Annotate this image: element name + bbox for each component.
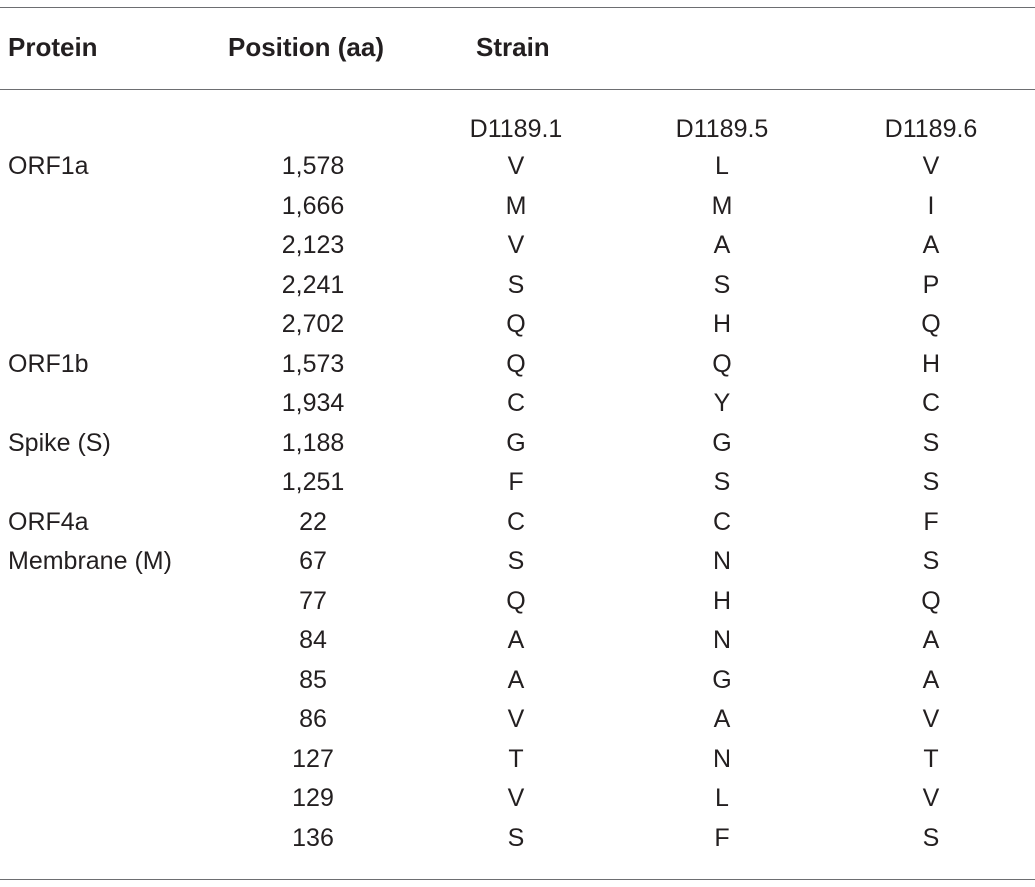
table-header-rule bbox=[0, 89, 1035, 90]
table-row bbox=[0, 266, 1035, 306]
cell-residue-strain-2: N bbox=[712, 547, 732, 575]
cell-protein: ORF1b bbox=[8, 349, 89, 378]
cell-residue-strain-1: T bbox=[508, 744, 524, 773]
cell-residue-strain-3: Q bbox=[921, 310, 941, 338]
cell-residue-strain-3: H bbox=[921, 349, 941, 378]
table-row bbox=[0, 503, 1035, 543]
cell-position: 136 bbox=[292, 823, 334, 852]
cell-position: 86 bbox=[299, 705, 327, 733]
column-header-strain: Strain bbox=[476, 32, 550, 62]
table-row bbox=[0, 661, 1035, 701]
cell-residue-strain-3: S bbox=[922, 547, 940, 575]
cell-residue-strain-1: A bbox=[507, 626, 525, 654]
cell-residue-strain-3: T bbox=[923, 744, 939, 773]
table-top-rule bbox=[0, 7, 1035, 8]
cell-residue-strain-1: V bbox=[507, 784, 525, 812]
cell-residue-strain-3: V bbox=[922, 705, 940, 733]
cell-residue-strain-3: A bbox=[922, 231, 940, 259]
table-row bbox=[0, 740, 1035, 780]
table-row bbox=[0, 345, 1035, 385]
table-row bbox=[0, 187, 1035, 227]
cell-residue-strain-1: V bbox=[507, 705, 525, 733]
cell-position: 1,573 bbox=[281, 349, 345, 378]
cell-residue-strain-3: A bbox=[922, 665, 940, 694]
cell-residue-strain-1: S bbox=[507, 823, 525, 852]
cell-residue-strain-1: S bbox=[507, 547, 525, 575]
cell-position: 2,702 bbox=[281, 310, 345, 338]
table-row bbox=[0, 463, 1035, 503]
cell-residue-strain-2: M bbox=[711, 191, 733, 220]
table-row bbox=[0, 621, 1035, 661]
cell-position: 22 bbox=[299, 507, 327, 536]
table-row bbox=[0, 384, 1035, 424]
cell-residue-strain-2: C bbox=[712, 507, 732, 536]
cell-protein: ORF4a bbox=[8, 507, 89, 536]
strain-name-1: D1189.1 bbox=[469, 115, 563, 143]
table-row bbox=[0, 305, 1035, 345]
cell-residue-strain-2: L bbox=[715, 152, 729, 180]
cell-residue-strain-3: A bbox=[922, 626, 940, 654]
cell-position: 1,934 bbox=[281, 389, 345, 417]
cell-residue-strain-3: Q bbox=[921, 586, 941, 615]
table-bottom-rule bbox=[0, 879, 1035, 880]
cell-residue-strain-1: Q bbox=[506, 310, 526, 338]
table-body bbox=[0, 147, 1035, 858]
cell-residue-strain-3: V bbox=[922, 784, 940, 812]
cell-position: 2,123 bbox=[281, 231, 345, 259]
table-row bbox=[0, 582, 1035, 622]
cell-residue-strain-2: L bbox=[715, 784, 729, 812]
cell-position: 85 bbox=[299, 665, 327, 694]
cell-residue-strain-1: M bbox=[505, 191, 527, 220]
cell-residue-strain-1: G bbox=[506, 428, 526, 457]
cell-position: 129 bbox=[292, 784, 334, 812]
strain-name-2: D1189.5 bbox=[675, 115, 769, 143]
cell-residue-strain-1: Q bbox=[506, 349, 526, 378]
cell-position: 77 bbox=[299, 586, 327, 615]
table-row bbox=[0, 226, 1035, 266]
table-row bbox=[0, 700, 1035, 740]
cell-residue-strain-2: Q bbox=[712, 349, 732, 378]
table-row bbox=[0, 147, 1035, 187]
cell-residue-strain-1: Q bbox=[506, 586, 526, 615]
table-row bbox=[0, 779, 1035, 819]
cell-residue-strain-3: F bbox=[923, 507, 939, 536]
cell-residue-strain-3: V bbox=[922, 152, 940, 180]
cell-residue-strain-3: S bbox=[922, 823, 940, 852]
column-header-position: Position (aa) bbox=[228, 32, 385, 62]
cell-residue-strain-2: S bbox=[713, 270, 731, 299]
table-row bbox=[0, 542, 1035, 582]
cell-residue-strain-1: V bbox=[507, 152, 525, 180]
strain-name-3: D1189.6 bbox=[884, 115, 978, 143]
cell-residue-strain-3: S bbox=[922, 428, 940, 457]
table-row bbox=[0, 424, 1035, 464]
cell-residue-strain-3: P bbox=[922, 270, 940, 299]
cell-residue-strain-1: C bbox=[506, 389, 526, 417]
cell-position: 1,666 bbox=[281, 191, 345, 220]
cell-residue-strain-2: N bbox=[712, 744, 732, 773]
cell-residue-strain-3: S bbox=[922, 468, 940, 496]
column-header-protein: Protein bbox=[8, 32, 98, 62]
cell-residue-strain-2: A bbox=[713, 705, 731, 733]
cell-position: 84 bbox=[299, 626, 327, 654]
cell-position: 127 bbox=[292, 744, 334, 773]
cell-residue-strain-1: V bbox=[507, 231, 525, 259]
cell-residue-strain-2: Y bbox=[713, 389, 731, 417]
cell-protein: ORF1a bbox=[8, 152, 89, 180]
cell-position: 1,578 bbox=[281, 152, 345, 180]
table-row bbox=[0, 819, 1035, 859]
cell-residue-strain-1: A bbox=[507, 665, 525, 694]
cell-residue-strain-2: F bbox=[714, 823, 730, 852]
cell-protein: Spike (S) bbox=[8, 428, 111, 457]
cell-residue-strain-2: H bbox=[712, 586, 732, 615]
cell-residue-strain-1: C bbox=[506, 507, 526, 536]
cell-protein: Membrane (M) bbox=[8, 547, 172, 575]
cell-residue-strain-3: C bbox=[921, 389, 941, 417]
cell-residue-strain-3: I bbox=[927, 191, 935, 220]
cell-residue-strain-1: F bbox=[508, 468, 524, 496]
cell-position: 1,251 bbox=[281, 468, 345, 496]
cell-residue-strain-1: S bbox=[507, 270, 525, 299]
cell-residue-strain-2: S bbox=[713, 468, 731, 496]
cell-residue-strain-2: A bbox=[713, 231, 731, 259]
cell-position: 1,188 bbox=[281, 428, 345, 457]
cell-residue-strain-2: G bbox=[712, 428, 732, 457]
cell-position: 67 bbox=[299, 547, 327, 575]
cell-residue-strain-2: H bbox=[712, 310, 732, 338]
cell-residue-strain-2: G bbox=[712, 665, 732, 694]
cell-residue-strain-2: N bbox=[712, 626, 732, 654]
cell-position: 2,241 bbox=[281, 270, 345, 299]
